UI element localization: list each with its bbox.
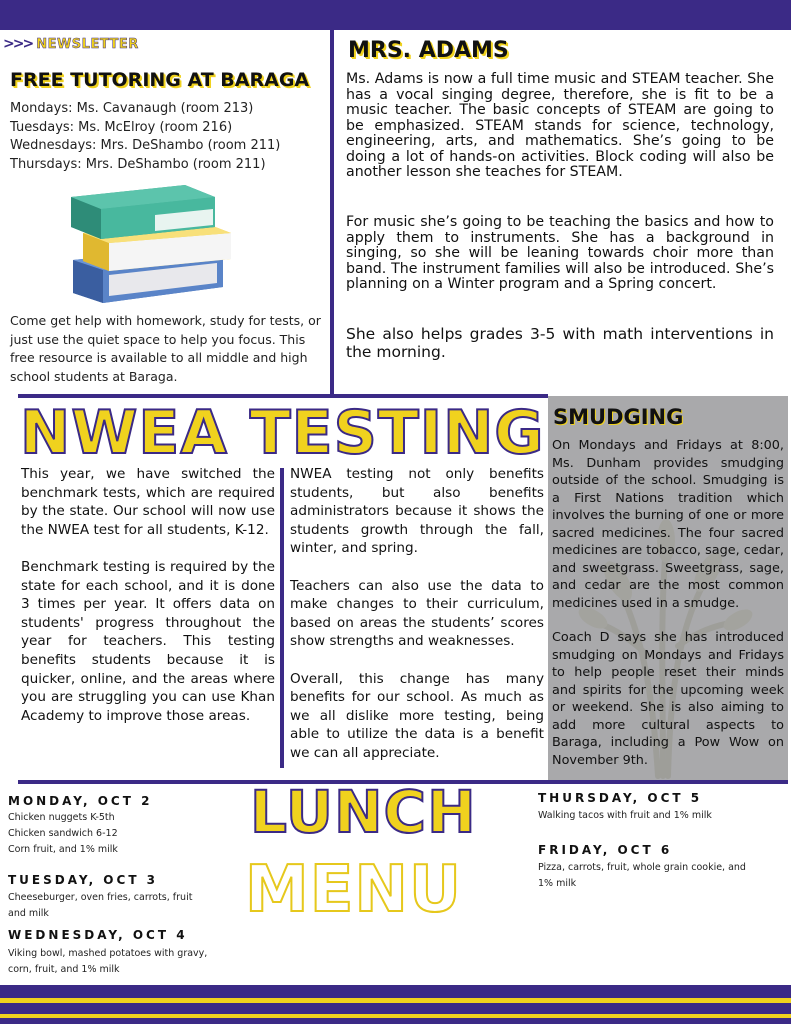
menu-line: Corn fruit, and 1% milk	[8, 844, 118, 855]
top-banner-bar	[0, 0, 791, 30]
schedule-line: Thursdays: Mrs. DeShambo (room 211)	[10, 156, 266, 172]
lunch-day-heading: TUESDAY, OCT 3	[8, 873, 159, 887]
adams-paragraph: Ms. Adams is now a full time music and STEAM teacher. She has a vocal singing degree, therefore, she is fit to be a music teacher. The basic concepts of STEAM are going to be emphasized. STEAM stands for science, technology, engineering, arts, and mathematics. She’s going to be doing a lot of hands-on activities. Block coding will also be another lesson she teaches for STEAM.	[346, 71, 774, 180]
nwea-right-column	[290, 465, 544, 763]
nwea-paragraph: Overall, this change has many benefits for our school. As much as we all dislike more testing, being able to utilize the data is a benefit we can all appreciate.	[290, 670, 544, 761]
lunch-day-menu	[538, 860, 746, 892]
lunch-day-heading: THURSDAY, OCT 5	[538, 791, 703, 805]
nwea-paragraph: This year, we have switched the benchmark tests, which are required by the state. Our school will now use the NWEA test for all students, K-12.	[21, 466, 275, 538]
newsletter-tag	[3, 36, 139, 52]
smudging-paragraph: Coach D says she has introduced smudging on Mondays and Fridays to help people reset their minds and spirits for the upcoming week or weekend. She is also aiming to add more cultural aspects to Baraga, including a Pow Wow on November 9th.	[552, 630, 784, 768]
column-divider	[280, 468, 284, 768]
nwea-paragraph: Teachers can also use the data to make changes to their curriculum, based on areas the students’ scores show strengths and weaknesses.	[290, 577, 544, 650]
menu-line: Walking tacos with fruit and 1% milk	[538, 810, 712, 821]
menu-line: Chicken sandwich 6-12	[8, 828, 118, 839]
lunch-day-heading: FRIDAY, OCT 6	[538, 843, 673, 857]
books-illustration-icon	[65, 175, 235, 310]
lunch-day-menu	[8, 890, 192, 922]
lunch-day-menu	[8, 946, 207, 978]
smudging-title: SMUDGING	[553, 405, 684, 429]
footer-stripe	[0, 985, 791, 998]
footer-stripe	[0, 1018, 791, 1024]
menu-line: Pizza, carrots, fruit, whole grain cookie, and	[538, 862, 746, 873]
lunch-day-heading: MONDAY, OCT 2	[8, 794, 153, 808]
lunch-day-heading: WEDNESDAY, OCT 4	[8, 928, 188, 942]
menu-line: and milk	[8, 908, 49, 919]
footer-stripe	[0, 1003, 791, 1014]
schedule-line: Tuesdays: Ms. McElroy (room 216)	[10, 119, 233, 135]
nwea-title: NWEA TESTING	[20, 398, 545, 468]
chevrons-icon: >>>	[3, 36, 33, 52]
adams-title: MRS. ADAMS	[348, 38, 509, 63]
tutoring-schedule	[10, 100, 280, 174]
schedule-line: Mondays: Ms. Cavanaugh (room 213)	[10, 101, 254, 116]
nwea-paragraph: Benchmark testing is required by the state for each school, and it is done 3 times per year. It offers data on students' progress throughout the year for teachers. This testing benefits students because it is quicker, online, and the areas where you are struggling you can use Khan Academy to improve those areas.	[21, 558, 275, 724]
adams-paragraph: She also helps grades 3-5 with math interventions in the morning.	[346, 325, 774, 361]
menu-heading: MENU	[245, 853, 462, 927]
menu-line: corn, fruit, and 1% milk	[8, 964, 120, 975]
smudging-paragraph: On Mondays and Fridays at 8:00, Ms. Dunham provides smudging outside of the school. Smudging is a First Nations tradition which involves the burning of one or more sacred medicines. The four sacred medicines are tobacco, sage, cedar, and sweetgrass. Sweetgrass, sage, and cedar are the most common medicines used in a smudge.	[552, 438, 784, 611]
menu-line: Viking bowl, mashed potatoes with gravy,	[8, 948, 208, 959]
tutoring-title: FREE TUTORING AT BARAGA	[10, 69, 310, 91]
menu-line: Chicken nuggets K-5th	[8, 812, 115, 823]
tutoring-description: Come get help with homework, study for tests, or just use the quiet space to help you focus. This free resource is available to all middle and high school students at Baraga.	[10, 313, 321, 384]
adams-paragraph: For music she’s going to be teaching the basics and how to apply them to instruments. She has a background in singing, so she will be leaning towards choir more than band. The instrument families will also be introduced. She’s planning on a Winter program and a Spring concert.	[346, 214, 774, 292]
newsletter-label: NEWSLETTER	[36, 36, 139, 52]
menu-line: Cheeseburger, oven fries, carrots, fruit	[8, 892, 193, 903]
menu-line: 1% milk	[538, 878, 577, 889]
schedule-line: Wednesdays: Mrs. DeShambo (room 211)	[10, 138, 281, 153]
nwea-left-column	[21, 465, 275, 725]
column-divider	[330, 30, 334, 396]
lunch-day-menu	[8, 810, 118, 858]
lunch-heading: LUNCH	[250, 778, 477, 846]
lunch-day-menu	[538, 808, 712, 824]
nwea-paragraph: NWEA testing not only benefits students, but also benefits administrators because it shows the students growth through the fall, winter, and spring.	[290, 466, 544, 557]
